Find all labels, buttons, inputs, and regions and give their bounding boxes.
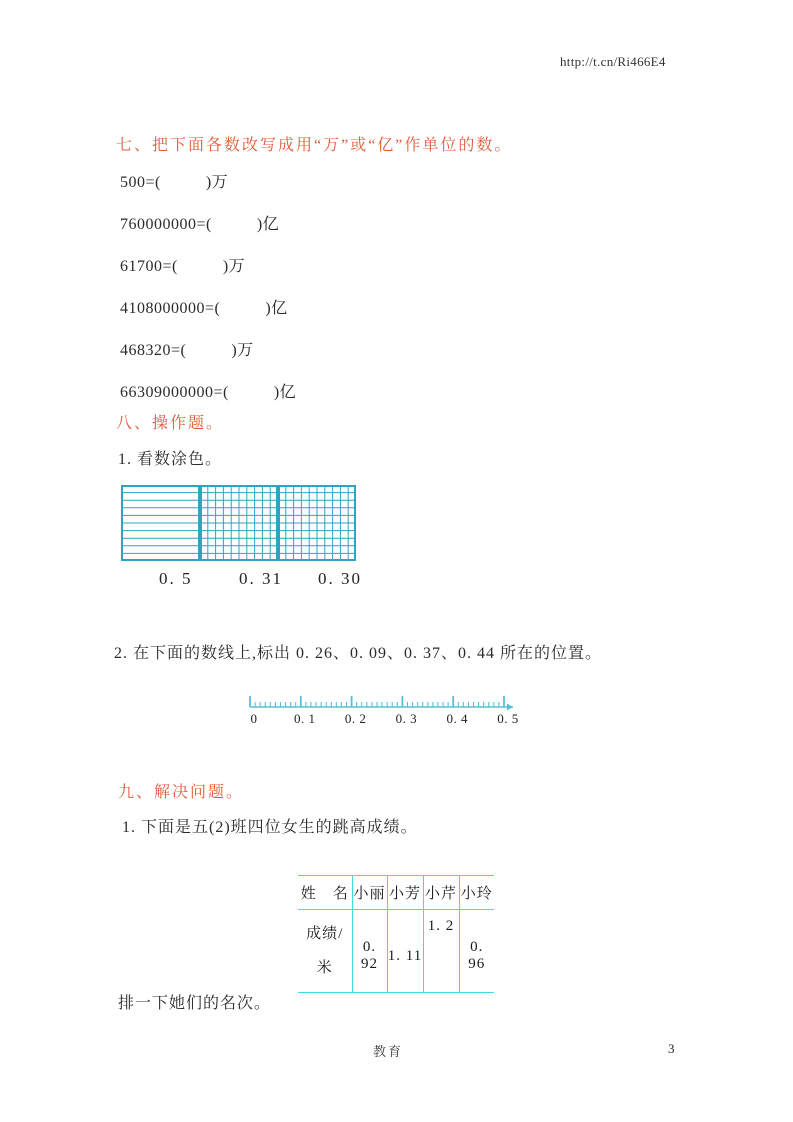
svg-text:0. 4: 0. 4 <box>446 711 468 726</box>
number-line <box>245 693 525 731</box>
table-header-row <box>298 876 494 910</box>
section8-item1: 1. 看数涂色。 <box>118 451 223 468</box>
shading-grids <box>121 485 356 561</box>
grid-label-0-5: 0. 5 <box>159 569 193 588</box>
table-data-row <box>298 910 494 993</box>
grid-label-0-30: 0. 30 <box>318 569 362 588</box>
header-cell-student: 小芹 <box>423 876 459 910</box>
question-line: 61700=( )万 <box>120 258 246 275</box>
grid-label-0-31: 0. 31 <box>239 569 283 588</box>
row-label-score <box>298 910 352 993</box>
svg-text:0. 1: 0. 1 <box>294 711 316 726</box>
shading-grid-hundredths-2 <box>278 485 356 561</box>
question-line: 468320=( )万 <box>120 342 254 359</box>
question-line: 500=( )万 <box>120 174 229 191</box>
row-label-line2: 米 <box>316 960 333 976</box>
shading-grid-tenths <box>121 485 200 561</box>
section7-heading: 七、把下面各数改写成用“万”或“亿”作单位的数。 <box>116 137 513 154</box>
header-cell-student: 小芳 <box>387 876 423 910</box>
section9-heading: 九、解决问题。 <box>118 784 245 801</box>
svg-text:0. 2: 0. 2 <box>344 711 367 726</box>
section9-item1: 1. 下面是五(2)班四位女生的跳高成绩。 <box>122 819 418 836</box>
question-line: 4108000000=( )亿 <box>120 300 288 317</box>
section9-followup: 排一下她们的名次。 <box>118 995 272 1012</box>
section8-heading: 八、操作题。 <box>116 415 225 432</box>
page-number: 3 <box>668 1041 675 1056</box>
svg-text:0. 5: 0. 5 <box>497 711 519 726</box>
question-line: 760000000=( )亿 <box>120 216 280 233</box>
header-cell-name: 姓 名 <box>298 876 352 910</box>
score-cell: 0. 92 <box>352 910 387 993</box>
source-url: http://t.cn/Ri466E4 <box>560 54 666 69</box>
header-cell-student: 小玲 <box>459 876 494 910</box>
svg-text:0: 0 <box>250 711 258 726</box>
header-cell-student: 小丽 <box>352 876 387 910</box>
section8-item2: 2. 在下面的数线上,标出 0. 26、0. 09、0. 37、0. 44 所在的位置。 <box>114 645 603 662</box>
jump-score-table <box>298 875 494 993</box>
footer-label: 教育 <box>373 1044 404 1059</box>
svg-text:0. 3: 0. 3 <box>395 711 418 726</box>
row-label-line1: 成绩/ <box>306 926 344 942</box>
score-cell: 1. 2 <box>423 910 459 993</box>
question-line: 66309000000=( )亿 <box>120 384 297 401</box>
shading-grid-hundredths-1 <box>200 485 278 561</box>
score-cell: 1. 11 <box>387 910 423 993</box>
score-cell: 0. 96 <box>459 910 494 993</box>
